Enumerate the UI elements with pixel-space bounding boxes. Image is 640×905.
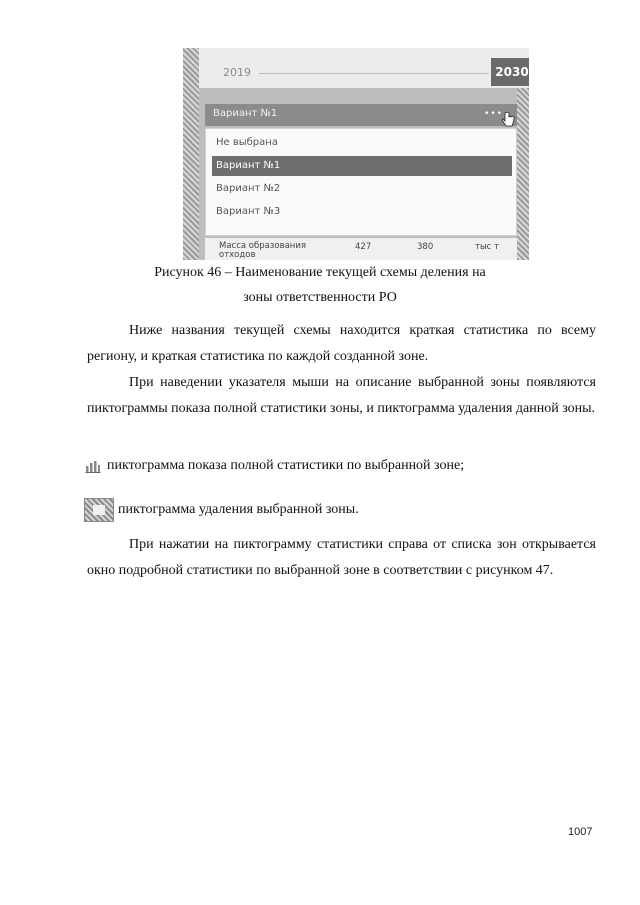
dropdown-option-variant-2[interactable]: Вариант №2 [216,183,281,194]
paragraph-hover-icons: При наведении указателя мыши на описание выбранной зоны появляются пиктограммы показа полной статистики зоны, и пиктограмма удаления данной зоны. [87,375,596,416]
figure-screenshot [183,48,529,260]
figure-caption-line1: Рисунок 46 – Наименование текущей схемы деления на [154,265,486,280]
stat-row [205,238,517,260]
dropdown-option-variant-3[interactable]: Вариант №3 [216,206,281,217]
figure-timeline-bar [199,48,529,88]
stat-unit: тыс т [475,242,499,252]
paragraph-stats-window: При нажатии на пиктограмму статистики справа от списка зон открывается окно подробной статистики по выбранной зоне в соответствии с рисунком 47. [87,537,596,578]
delete-icon [84,498,114,522]
timeline-slider-track[interactable] [259,73,489,74]
more-options-icon[interactable]: ••• [484,109,503,119]
figure-right-strip [517,88,529,260]
bullet-delete-text: пиктограмма удаления выбранной зоны. [118,502,359,517]
dropdown-option-variant-1[interactable]: Вариант №1 [212,156,512,176]
dropdown-option-none[interactable]: Не выбрана [216,137,278,148]
timeline-year-button[interactable]: 2030 [491,58,529,86]
bar-chart-icon [85,459,101,473]
page-number: 1007 [568,826,593,838]
stat-value-2: 380 [417,242,434,252]
stat-value-1: 427 [355,242,372,252]
stat-label: Масса образования отходов [219,241,306,260]
figure-caption-line2: зоны ответственности РО [243,290,397,305]
bullet-stats-text: пиктограмма показа полной статистики по выбранной зоне; [107,458,465,473]
hand-pointer-icon [501,112,515,128]
scheme-dropdown-value: Вариант №1 [213,108,278,119]
scheme-dropdown[interactable] [205,104,517,126]
bullet-delete-icon [84,498,359,522]
timeline-start-year: 2019 [223,66,251,79]
figure-left-strip [183,48,199,260]
scheme-dropdown-list [205,128,517,236]
paragraph-summary-stats: Ниже названия текущей схемы находится краткая статистика по всему региону, и краткая статистика по каждой созданной зоне. [87,323,596,364]
bullet-stats-icon [85,458,464,474]
